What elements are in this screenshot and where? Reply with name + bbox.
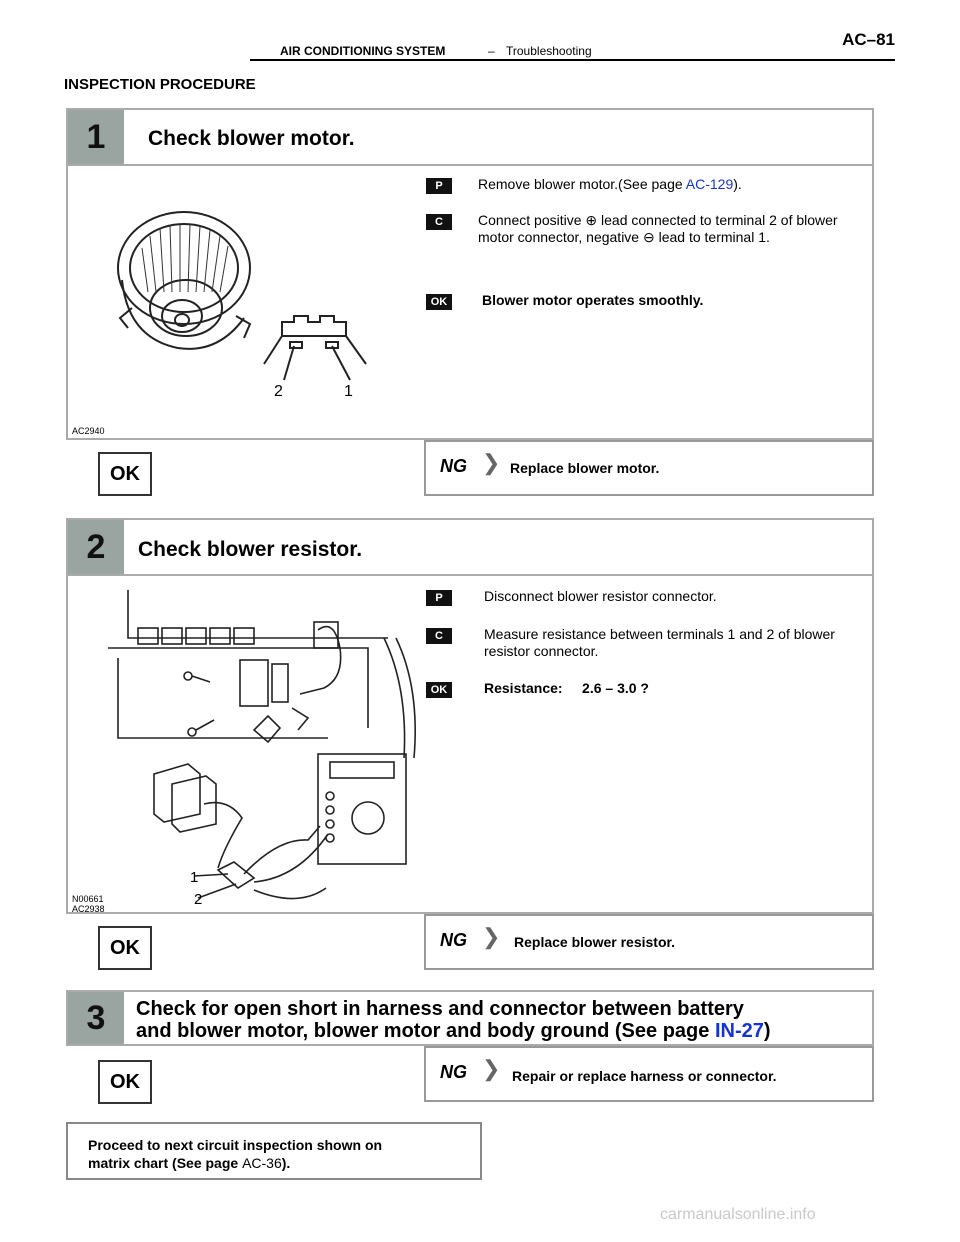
step-2-ng-tag: NG: [440, 930, 467, 950]
step-2-title: Check blower resistor.: [138, 538, 363, 561]
prep-icon: P: [426, 590, 452, 606]
step-1-terminal-2: 2: [274, 383, 283, 400]
ok-icon: OK: [426, 682, 452, 698]
instruction-text: Resistance: 2.6 – 3.0 ?: [484, 680, 649, 696]
page-link-ac-129[interactable]: AC-129: [685, 176, 734, 192]
step-2-box: [66, 518, 874, 914]
chevron-right-icon: ❯: [482, 1056, 501, 1081]
step-3-result-row: [66, 1046, 874, 1102]
check-icon: C: [426, 214, 452, 230]
blower-motor-figure: [68, 168, 426, 438]
step-1-ng-tag: NG: [440, 456, 467, 476]
step-3-title: Check for open short in harness and connector between battery and blower motor, blower motor and body ground (See page IN-27): [136, 998, 771, 1042]
step-1-terminal-1: 1: [344, 383, 353, 400]
instruction-text: Remove blower motor.(See page AC-129).: [478, 176, 742, 192]
step-3-ng-tag: NG: [440, 1062, 467, 1082]
step-3-ng-box: [424, 1046, 874, 1102]
step-1-title: Check blower motor.: [148, 127, 355, 150]
step-3-box: [66, 990, 874, 1046]
step-2-ng-box: [424, 914, 874, 970]
instruction-text: Measure resistance between terminals 1 and 2 of blower resistor connector.: [484, 626, 835, 659]
step-3-number: 3: [68, 992, 124, 1044]
chevron-right-icon: ❯: [482, 450, 501, 475]
step-2-header: [68, 520, 872, 576]
header-dash: –: [488, 44, 495, 58]
check-icon: C: [426, 628, 452, 644]
step-2-terminal-1: 1: [190, 869, 199, 886]
step-1-ok-tag: OK: [98, 452, 152, 496]
instruction-text: Disconnect blower resistor connector.: [484, 588, 717, 604]
chevron-right-icon: ❯: [482, 924, 501, 949]
instruction-text: Connect positive ⊕ lead connected to terminal 2 of blower motor connector, negative ⊖ lead to terminal 1.: [478, 212, 838, 245]
step-2-ng-action: Replace blower resistor.: [514, 934, 676, 950]
step-2-figure-code: N00661 AC2938: [72, 894, 105, 914]
final-line-1: Proceed to next circuit inspection shown on: [88, 1137, 383, 1153]
instruction-text: Blower motor operates smoothly.: [482, 292, 704, 308]
page-header: [250, 26, 895, 62]
step-1-ng-action: Replace blower motor.: [510, 460, 660, 476]
final-instruction-box: [66, 1122, 482, 1180]
step-3-ok-tag: OK: [98, 1060, 152, 1104]
procedure-title: INSPECTION PROCEDURE: [64, 76, 256, 93]
header-subsection: Troubleshooting: [506, 44, 592, 58]
step-1-ng-box: [424, 440, 874, 496]
page-ref-ac-36: AC-36: [242, 1155, 282, 1171]
page-link-in-27[interactable]: IN-27: [714, 1020, 764, 1042]
prep-icon: P: [426, 178, 452, 194]
step-1-header: [68, 110, 872, 166]
header-rule: [250, 59, 895, 61]
step-2-result-row: [66, 914, 874, 970]
step-1-box: [66, 108, 874, 440]
step-3-ng-action: Repair or replace harness or connector.: [512, 1068, 777, 1084]
final-line-2: matrix chart (See page AC-36).: [88, 1155, 291, 1171]
blower-resistor-figure: [68, 578, 426, 914]
header-section: AIR CONDITIONING SYSTEM: [280, 44, 446, 58]
step-2-terminal-2: 2: [194, 891, 203, 908]
watermark: carmanualsonline.info: [660, 1206, 816, 1223]
page-number: AC–81: [842, 30, 895, 49]
step-1-figure-code: AC2940: [72, 426, 105, 436]
step-2-ok-tag: OK: [98, 926, 152, 970]
step-1-result-row: [66, 440, 874, 496]
step-1-number: 1: [68, 110, 124, 164]
ok-icon: OK: [426, 294, 452, 310]
step-2-number: 2: [68, 520, 124, 574]
